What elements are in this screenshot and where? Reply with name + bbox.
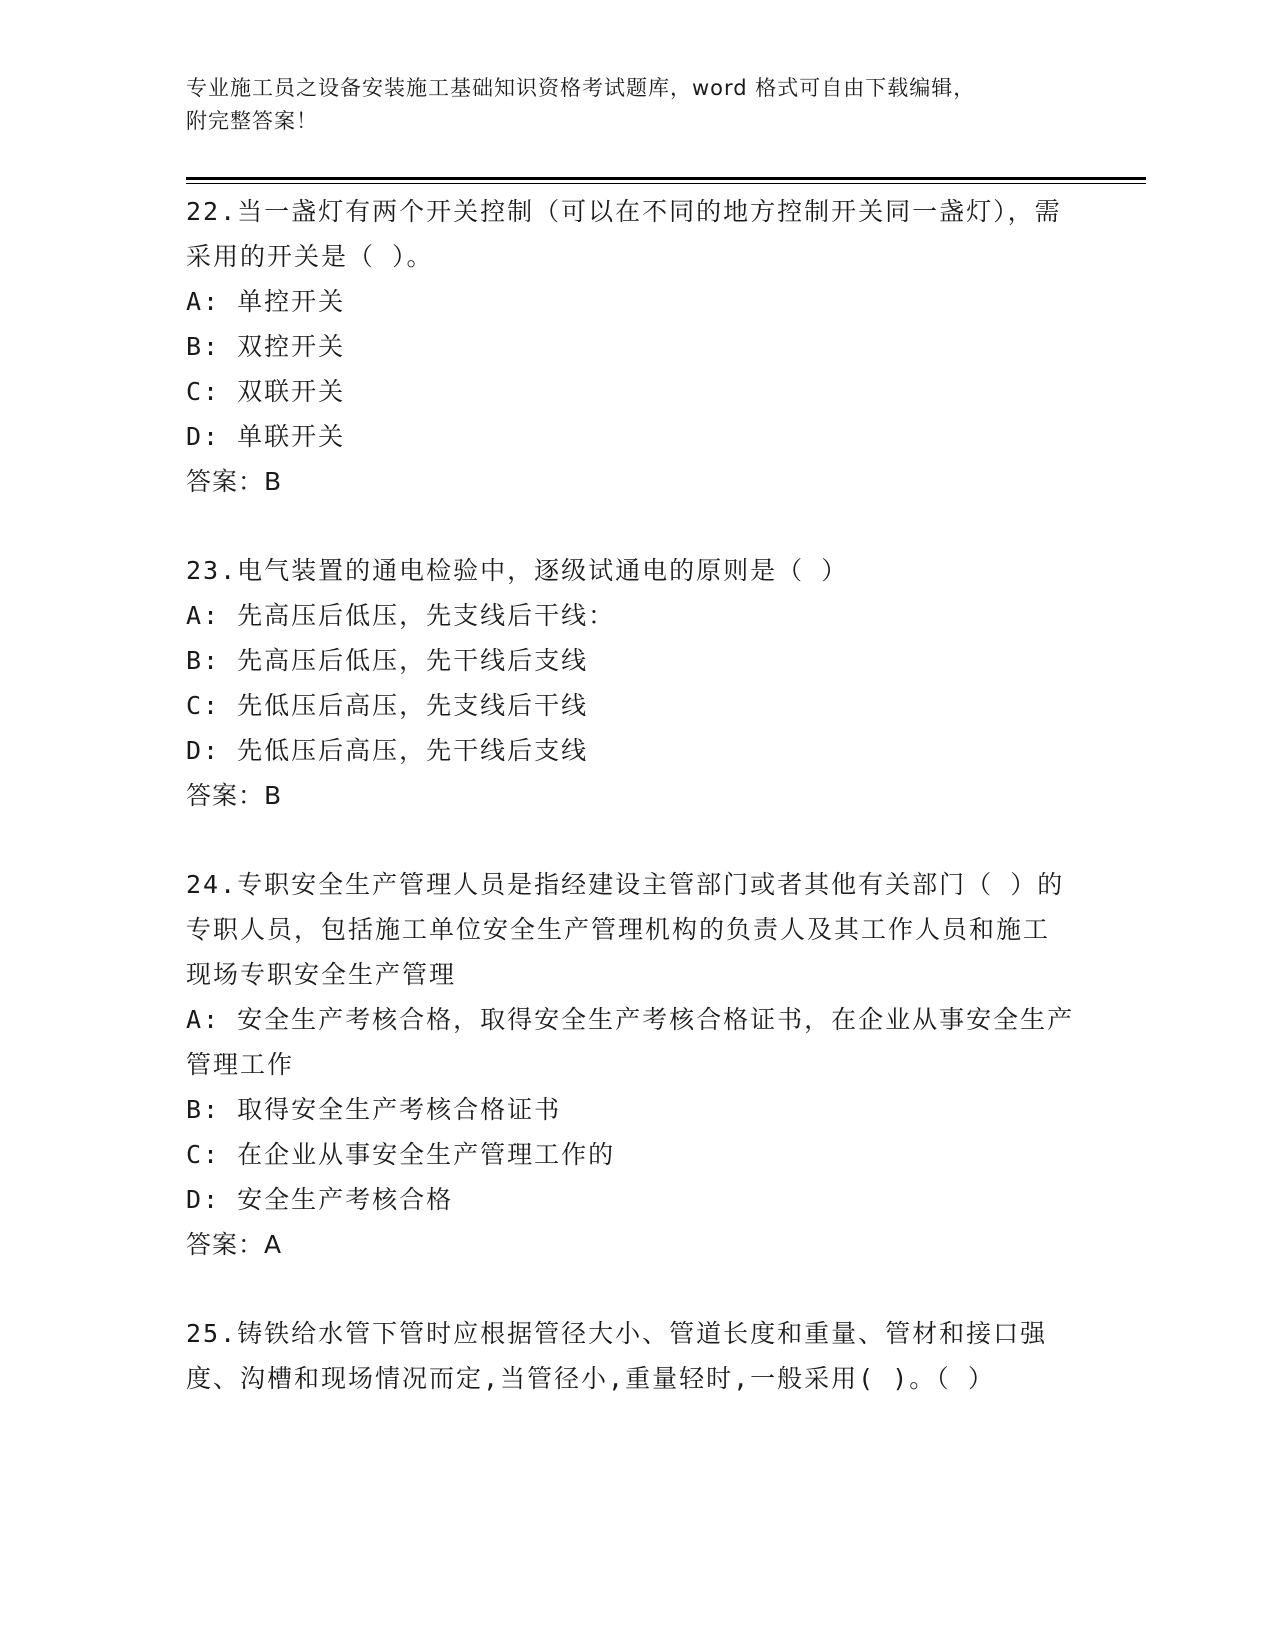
- option-c: C: 双联开关: [186, 377, 346, 406]
- option-d: D: 单联开关: [186, 422, 346, 451]
- question-22: [186, 189, 1076, 504]
- option-a: A: 安全生产考核合格，取得安全生产考核合格证书，在企业从事安全生产管理工作: [186, 1005, 1075, 1079]
- header-divider-thick: [186, 177, 1146, 180]
- answer-line: 答案：B: [186, 467, 283, 496]
- question-stem: 23.电气装置的通电检验中，逐级试通电的原则是（ ）: [186, 556, 849, 585]
- question-list: [186, 189, 1076, 1401]
- option-c: C: 在企业从事安全生产管理工作的: [186, 1140, 616, 1169]
- option-b: B: 取得安全生产考核合格证书: [186, 1095, 562, 1124]
- header-divider-thin: [186, 183, 1146, 184]
- document-header: [186, 72, 1086, 138]
- option-b: B: 双控开关: [186, 332, 346, 361]
- question-stem: 22.当一盏灯有两个开关控制（可以在不同的地方控制开关同一盏灯），需采用的开关是（ ）。: [186, 197, 1062, 271]
- question-25: [186, 1311, 1076, 1401]
- option-b: B: 先高压后低压，先干线后支线: [186, 646, 589, 675]
- option-a: A: 先高压后低压，先支线后干线：: [186, 601, 616, 630]
- option-d: D: 先低压后高压，先干线后支线: [186, 736, 589, 765]
- question-stem: 24.专职安全生产管理人员是指经建设主管部门或者其他有关部门（ ）的专职人员，包括施工单位安全生产管理机构的负责人及其工作人员和施工现场专职安全生产管理: [186, 870, 1065, 989]
- header-title-line-2: 附完整答案！: [186, 109, 318, 133]
- answer-line: 答案：B: [186, 781, 283, 810]
- option-d: D: 安全生产考核合格: [186, 1185, 454, 1214]
- option-c: C: 先低压后高压，先支线后干线: [186, 691, 589, 720]
- question-stem: 25.铸铁给水管下管时应根据管径大小、管道长度和重量、管材和接口强度、沟槽和现场情况而定,当管径小,重量轻时,一般采用( )。（ ）: [186, 1319, 1048, 1393]
- header-title-line-1: 专业施工员之设备安装施工基础知识资格考试题库，word 格式可自由下载编辑，: [186, 76, 976, 100]
- question-24: [186, 862, 1076, 1267]
- question-23: [186, 548, 1076, 818]
- option-a: A: 单控开关: [186, 287, 346, 316]
- answer-line: 答案：A: [186, 1230, 283, 1259]
